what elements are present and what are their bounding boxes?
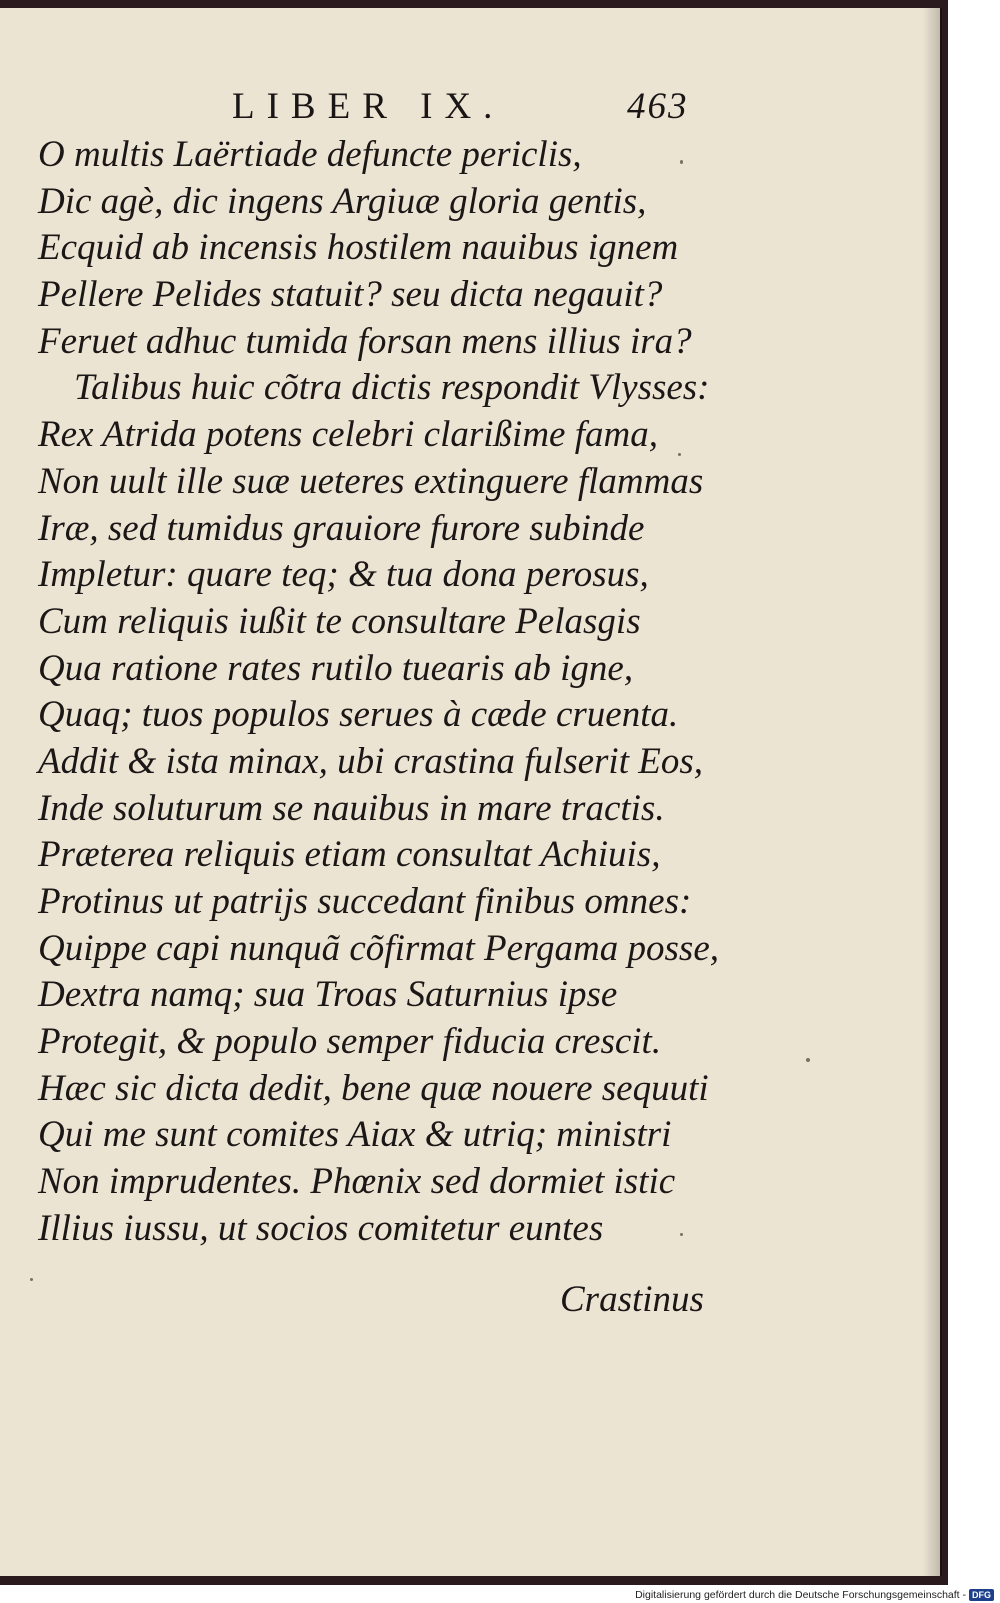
verse-line: Impletur: quare teq; & tua dona perosus,: [38, 554, 649, 596]
verse-line: Feruet adhuc tumida forsan mens illius ira?: [38, 320, 692, 362]
digitization-footer: [635, 1589, 994, 1601]
verse-line: Pellere Pelides statuit? seu dicta negauit?: [38, 274, 663, 316]
verse-line: Qua ratione rates rutilo tuearis ab igne,: [38, 647, 634, 689]
verse-line: Illius iussu, ut socios comitetur euntes: [38, 1207, 604, 1249]
verse-line: Iræ, sed tumidus grauiore furore subinde: [38, 507, 645, 549]
verse-line: Ecquid ab incensis hostilem nauibus ignem: [38, 227, 679, 269]
ink-speck: [30, 1278, 33, 1281]
verse-line: Cum reliquis iußit te consultare Pelasgis: [38, 600, 641, 642]
verse-line: Protinus ut patrijs succedant finibus omnes:: [38, 881, 692, 922]
verse-line: Quippe capi nunquã cõfirmat Pergama posse,: [38, 927, 719, 969]
verse-line: Præterea reliquis etiam consultat Achiuis,: [38, 834, 661, 876]
running-title: LIBER IX.: [232, 86, 505, 127]
dfg-logo: DFG: [969, 1589, 994, 1601]
verse-line: Dic agè, dic ingens Argiuæ gloria gentis,: [38, 180, 647, 222]
verse-line: Hæc sic dicta dedit, bene quæ nouere sequuti: [38, 1067, 709, 1109]
verse-line: Inde soluturum se nauibus in mare tractis.: [38, 787, 665, 829]
running-head: [232, 85, 689, 128]
verse-line: Dextra namq; sua Troas Saturnius ipse: [38, 974, 618, 1016]
verse-line: Rex Atrida potens celebri clarißime fama,: [38, 414, 658, 456]
verse-line: Addit & ista minax, ubi crastina fulserit Eos,: [38, 740, 703, 782]
footer-text: Digitalisierung gefördert durch die Deutsche Forschungsgemeinschaft -: [635, 1589, 966, 1601]
page-edge-shadow: [922, 8, 940, 1576]
verse-block: [38, 132, 908, 1253]
catchword: Crastinus: [560, 1279, 704, 1320]
verse-line: O multis Laërtiade defuncte periclis,: [38, 134, 582, 175]
verse-line-indented: Talibus huic cõtra dictis respondit Vlysses:: [74, 367, 710, 409]
verse-line: Quaq; tuos populos serues à cæde cruenta.: [38, 694, 679, 736]
page-number: 463: [627, 86, 689, 127]
verse-line: Protegit, & populo semper fiducia crescit.: [38, 1021, 662, 1063]
verse-line: Qui me sunt comites Aiax & utriq; ministri: [38, 1114, 672, 1156]
verse-line: Non imprudentes. Phœnix sed dormiet istic: [38, 1161, 676, 1203]
verse-line: Non uult ille suæ ueteres extinguere flammas: [38, 460, 704, 502]
